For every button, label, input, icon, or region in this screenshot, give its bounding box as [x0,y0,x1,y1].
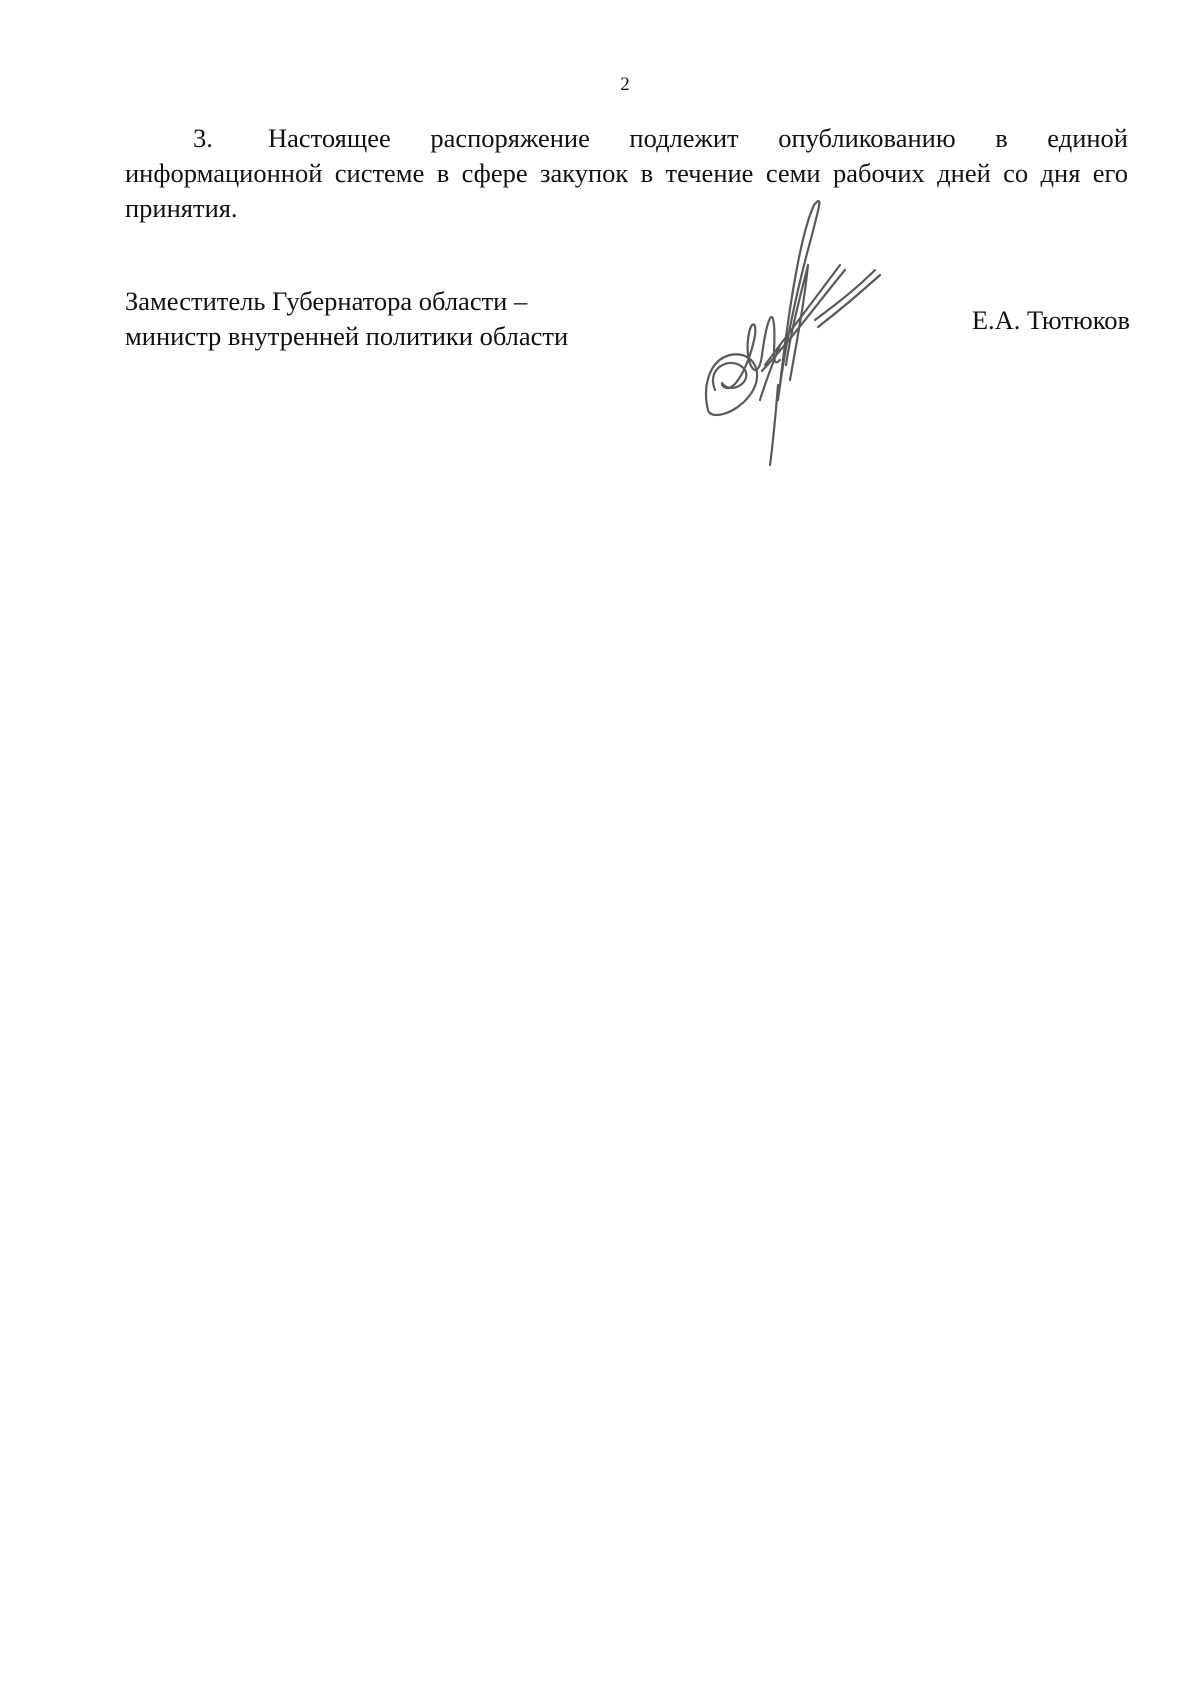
signatory-title [125,284,568,354]
signature-icon [700,195,930,485]
signatory-title-line-2: министр внутренней политики области [125,321,569,351]
paragraph-number: 3. [193,123,213,153]
paragraph-3 [125,121,1128,226]
signatory-title-line-1: Заместитель Губернатора области – [125,286,528,316]
signatory-name: Е.А. Тютюков [971,305,1130,335]
paragraph-text: Настоящее распоряжение подлежит опубликованию в единой информационной системе в сфере закупок в течение семи рабочих дней со дня его принятия. [125,123,1128,223]
page-number: 2 [620,74,630,95]
